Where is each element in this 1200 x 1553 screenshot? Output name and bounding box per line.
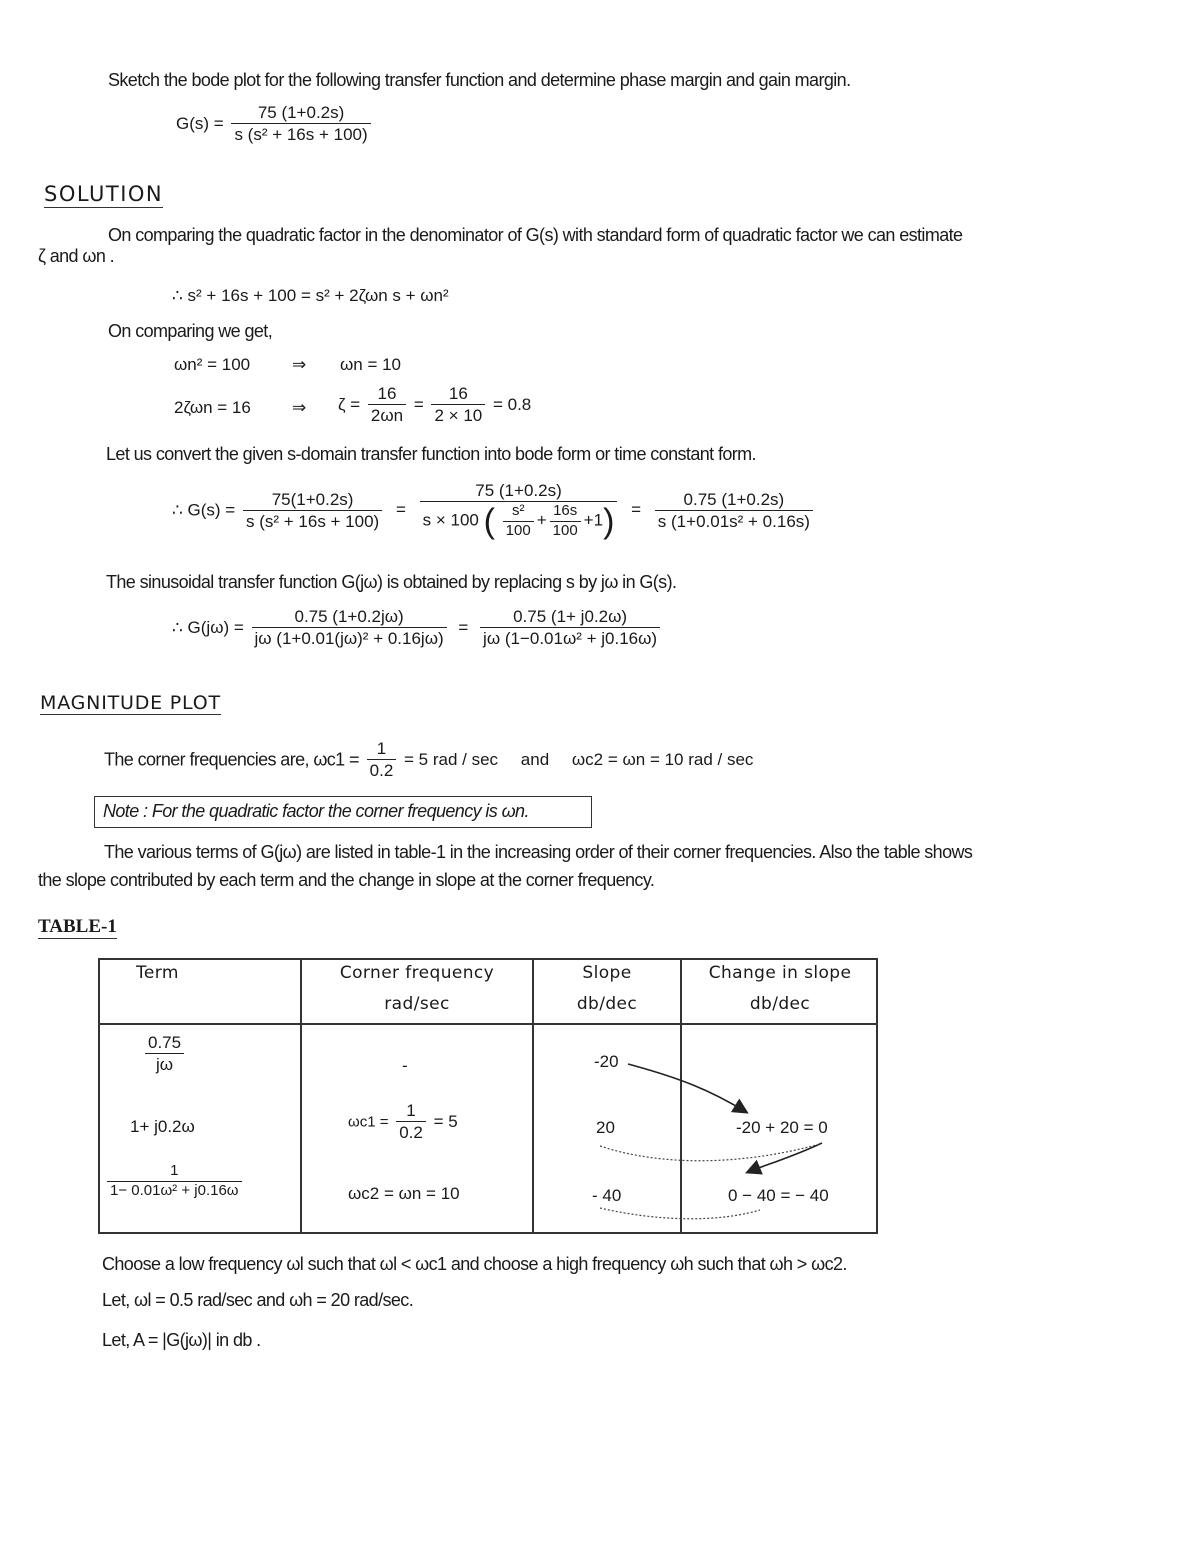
gjw-fraction-2 xyxy=(480,606,660,650)
zeta-fraction-1 xyxy=(368,383,406,427)
magnitude-plot-heading: MAGNITUDE PLOT xyxy=(40,692,221,714)
table-row-2-change: -20 + 20 = 0 xyxy=(736,1118,828,1137)
table-title: TABLE-1 xyxy=(38,916,117,937)
solution-intro-line2: ζ and ωn . xyxy=(38,246,115,266)
gjw2-num: 0.75 (1+ j0.2ω) xyxy=(480,606,660,628)
g2-inner-frac-2 xyxy=(550,502,581,541)
g2-inner-frac-1 xyxy=(503,502,534,541)
table-row-2-slope: 20 xyxy=(596,1118,615,1137)
term-num: 0.75 xyxy=(145,1032,184,1054)
zeta-lhs: ζ = xyxy=(338,394,361,414)
choose-line1: Choose a low frequency ωl such that ωl < ωc1 and choose a high frequency ωh such that ωh > ωc2. xyxy=(102,1254,847,1274)
wn-squared-equation: ωn² = 100 xyxy=(174,355,251,374)
g2-in2-den: 100 xyxy=(552,522,578,539)
corner-num: 1 xyxy=(396,1100,426,1122)
gs-label: G(s) = xyxy=(176,113,224,133)
gs-definition xyxy=(176,102,374,146)
g-label: ∴ G(s) = xyxy=(172,500,236,520)
zeta-result: = 0.8 xyxy=(492,394,532,414)
corner-post: = 5 xyxy=(433,1111,458,1131)
corner-text: The corner frequencies are, ωc1 = xyxy=(104,749,359,770)
corner2-text: ωc2 = ωn = 10 rad / sec xyxy=(571,749,754,769)
note-box: Note : For the quadratic factor the corner frequency is ωn. xyxy=(94,796,592,828)
g1-den: s (s² + 16s + 100) xyxy=(245,511,380,531)
slope-arrows xyxy=(100,960,876,1232)
g1-num: 75(1+0.2s) xyxy=(243,489,382,511)
g-fraction-3 xyxy=(655,489,813,533)
corner-frac-den: 0.2 xyxy=(369,761,394,781)
gjw-equation: ∴ G(jω) = $\frac{0.75 (1+0.2j\omega)}{\text{jω (1+0.01(jω)² + 0.16jω)}}$ = $\frac{0.75 (1+ j0.2\omega)}{\text{jω (1−0.01ω² + j0.16ω)}}$ xyxy=(172,606,663,650)
convert-text: Let us convert the given s-domain transfer function into bode form or time constant form. xyxy=(106,444,756,464)
g2-den: s × 100 ( $\frac{\text{s²}}{100}$ + $\frac{16s}{100}$ +1) xyxy=(422,502,615,541)
table-row-1-slope: -20 xyxy=(594,1052,619,1071)
terms-line1: The various terms of G(jω) are listed in table-1 in the increasing order of their corner frequencies. Also the table shows xyxy=(104,842,973,862)
arrow-to-row3-change-icon xyxy=(748,1143,822,1172)
header-term: Term xyxy=(136,963,179,983)
g-fraction-1 xyxy=(243,489,382,533)
corner-den: 0.2 xyxy=(399,1123,423,1143)
implies-arrow-icon: ⇒ xyxy=(292,355,307,374)
wn-equation: ωn = 10 xyxy=(340,355,402,374)
table-row-3-change: 0 − 40 = − 40 xyxy=(728,1186,829,1205)
table-row-2-term: 1+ j0.2ω xyxy=(130,1117,195,1136)
g2-den-pre: s × 100 xyxy=(422,510,479,530)
implies-arrow-icon: ⇒ xyxy=(292,398,307,417)
corner-pre: ωc1 = xyxy=(348,1113,389,1131)
zeta-f2-den: 2 × 10 xyxy=(434,406,483,426)
g3-num: 0.75 (1+0.2s) xyxy=(655,489,813,511)
g2-plus-one: +1 xyxy=(583,510,604,530)
term-den: 1− 0.01ω² + j0.16ω xyxy=(110,1181,239,1199)
g-fraction-2 xyxy=(420,480,618,541)
corner-value: = 5 rad / sec xyxy=(404,749,499,769)
header-corner-line1: Corner frequency xyxy=(339,963,495,983)
header-change-line2: db/dec xyxy=(749,994,811,1014)
gs-bode-form: ∴ G(s) = $\frac{75(1+0.2s)}{\text{s (s² + 16s + 100)}}$ = 75 (1+0.2s) s × 100 ( $\frac{\text{s²}}{100}$ + $\frac{16s}{100}$ +1) = $\frac{0.75 (1+0.2s)}{\text{s (1+0.01s² + 0.16s)}}$ xyxy=(172,480,816,541)
zeta-fraction-2 xyxy=(431,383,485,427)
g2-in1-num: s² xyxy=(503,502,534,522)
table-row-3-corner: ωc2 = ωn = 10 xyxy=(348,1184,460,1203)
standard-form-equation: ∴ s² + 16s + 100 = s² + 2ζωn s + ωn² xyxy=(172,286,449,305)
gjw1-den: jω (1+0.01(jω)² + 0.16jω) xyxy=(254,629,444,649)
header-corner-line2: rad/sec xyxy=(384,994,450,1014)
gjw2-den: jω (1−0.01ω² + j0.16ω) xyxy=(483,629,658,649)
term-den: jω xyxy=(156,1055,174,1075)
gs-numerator: 75 (1+0.2s) xyxy=(231,102,370,124)
gs-fraction xyxy=(231,102,370,146)
zeta-f1-num: 16 xyxy=(368,383,406,405)
corner-frequencies-line xyxy=(104,738,753,782)
g2-in2-num: 16s xyxy=(550,502,581,522)
slope-table xyxy=(98,958,878,1234)
g3-den: s (1+0.01s² + 0.16s) xyxy=(657,511,810,531)
header-slope-line1: Slope xyxy=(582,963,632,983)
solution-intro-line1: On comparing the quadratic factor in the denominator of G(s) with standard form of quadratic factor we can estimate xyxy=(108,225,963,245)
gjw-label: ∴ G(jω) = xyxy=(172,617,244,637)
table-row-3-slope: - 40 xyxy=(592,1186,622,1205)
choose-line2: Let, ωl = 0.5 rad/sec and ωh = 20 rad/sec. xyxy=(102,1290,414,1310)
zeta-f2-num: 16 xyxy=(431,383,485,405)
and-text: and xyxy=(520,749,550,769)
two-zeta-wn-equation: 2ζωn = 16 xyxy=(174,398,251,417)
header-slope-line2: db/dec xyxy=(576,994,638,1014)
table-row-1-corner: - xyxy=(402,1056,408,1075)
corner-frac-num: 1 xyxy=(367,738,397,760)
gjw1-num: 0.75 (1+0.2jω) xyxy=(252,606,447,628)
arrow-to-row2-change-icon xyxy=(628,1064,746,1112)
gs-denominator: s (s² + 16s + 100) xyxy=(234,125,368,145)
corner-fraction xyxy=(367,738,397,782)
terms-line2: the slope contributed by each term and the change in slope at the corner frequency. xyxy=(38,870,655,890)
g2-num: 75 (1+0.2s) xyxy=(420,480,618,502)
solution-heading: SOLUTION xyxy=(44,182,164,206)
choose-line3: Let, A = |G(jω)| in db . xyxy=(102,1330,261,1350)
zeta-f1-den: 2ωn xyxy=(370,406,404,426)
problem-statement: Sketch the bode plot for the following transfer function and determine phase margin and gain margin. xyxy=(108,70,851,90)
on-comparing-text: On comparing we get, xyxy=(108,321,273,341)
header-change-line1: Change in slope xyxy=(708,963,852,983)
g2-in1-den: 100 xyxy=(505,522,531,539)
sinusoidal-text: The sinusoidal transfer function G(jω) is obtained by replacing s by jω in G(s). xyxy=(106,572,677,592)
zeta-equation: ζ = $\frac{16}{2\omega n}$ = $\frac{16}{2 \times 10}$ = 0.8 xyxy=(338,384,532,426)
term-num: 1 xyxy=(107,1162,242,1182)
gjw-fraction-1 xyxy=(252,606,447,650)
dotted-curve-row3 xyxy=(600,1208,760,1219)
